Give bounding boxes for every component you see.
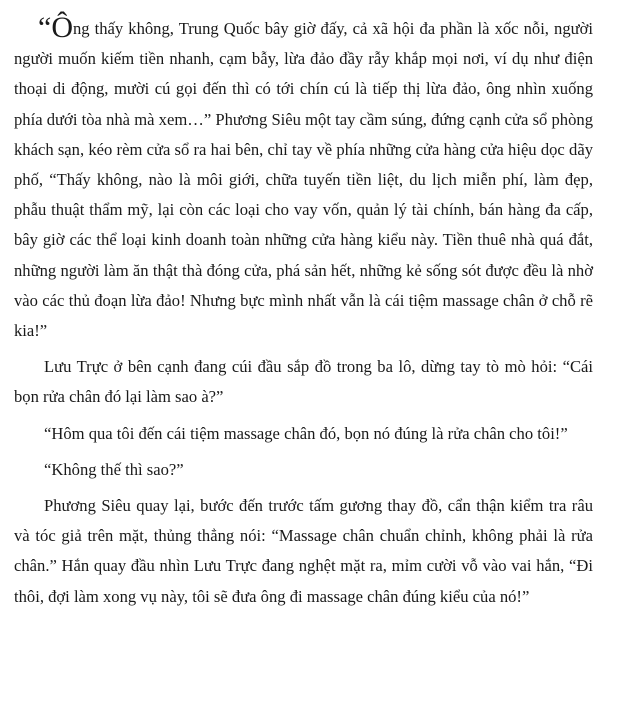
paragraph-2: Lưu Trực ở bên cạnh đang cúi đầu sắp đồ trong ba lô, dừng tay tò mò hỏi: “Cái bọn rửa chân đó lại làm sao à?” — [14, 357, 593, 407]
paragraph-5: Phương Siêu quay lại, bước đến trước tấm gương thay đồ, cẩn thận kiểm tra râu và tóc giả trên mặt, thủng thẳng nói: “Massage chân chuẩn chỉnh, không phải là rửa chân.” Hắn quay đầu nhìn Lưu Trực đang nghệt mặt ra, mỉm cười vỗ vào vai hắn, “Đi thôi, đợi làm xong vụ này, tôi sẽ đưa ông đi massage chân đúng kiểu của nó!” — [14, 496, 593, 606]
drop-cap: “Ô — [38, 11, 73, 44]
paragraph-4: “Không thế thì sao?” — [44, 459, 184, 479]
paragraph-1-text: ng thấy không, Trung Quốc bây giờ đấy, cả xã hội đa phần là xốc nỗi, người người muốn kiếm tiền nhanh, cạm bẫy, lừa đảo đầy rẫy khắp mọi nơi, ví dụ như điện thoại di động, mười cú gọi đến thì có tới chín cú là tiếp thị lừa đảo, ông nhìn xuống phía dưới tòa nhà mà xem…” Phương Siêu một tay cầm súng, đứng cạnh cửa sổ phòng khách sạn, kéo rèm cửa sổ ra hai bên, chỉ tay về phía những cửa hàng cửa hiệu dọc dãy phố, “Thấy không, nào là môi giới, chữa tuyến tiền liệt, du lịch miễn phí, làm đẹp, phẫu thuật thẩm mỹ, lại còn các loại cho vay vốn, quản lý tài chính, bán hàng đa cấp, bây giờ các thể loại kinh doanh toàn những cửa hàng kiểu này. Tiền thuê nhà quá đắt, những người làm ăn thật thà đóng cửa, phá sản hết, những kẻ sống sót được đều là nhờ vào các thủ đoạn lừa đảo! Nhưng bực mình nhất vẫn là cái tiệm massage chân ở chỗ rẽ kia!” — [14, 19, 593, 341]
paragraph-1 — [14, 11, 593, 346]
paragraph-3: “Hôm qua tôi đến cái tiệm massage chân đó, bọn nó đúng là rửa chân cho tôi!” — [44, 423, 568, 443]
document-page — [14, 11, 593, 612]
